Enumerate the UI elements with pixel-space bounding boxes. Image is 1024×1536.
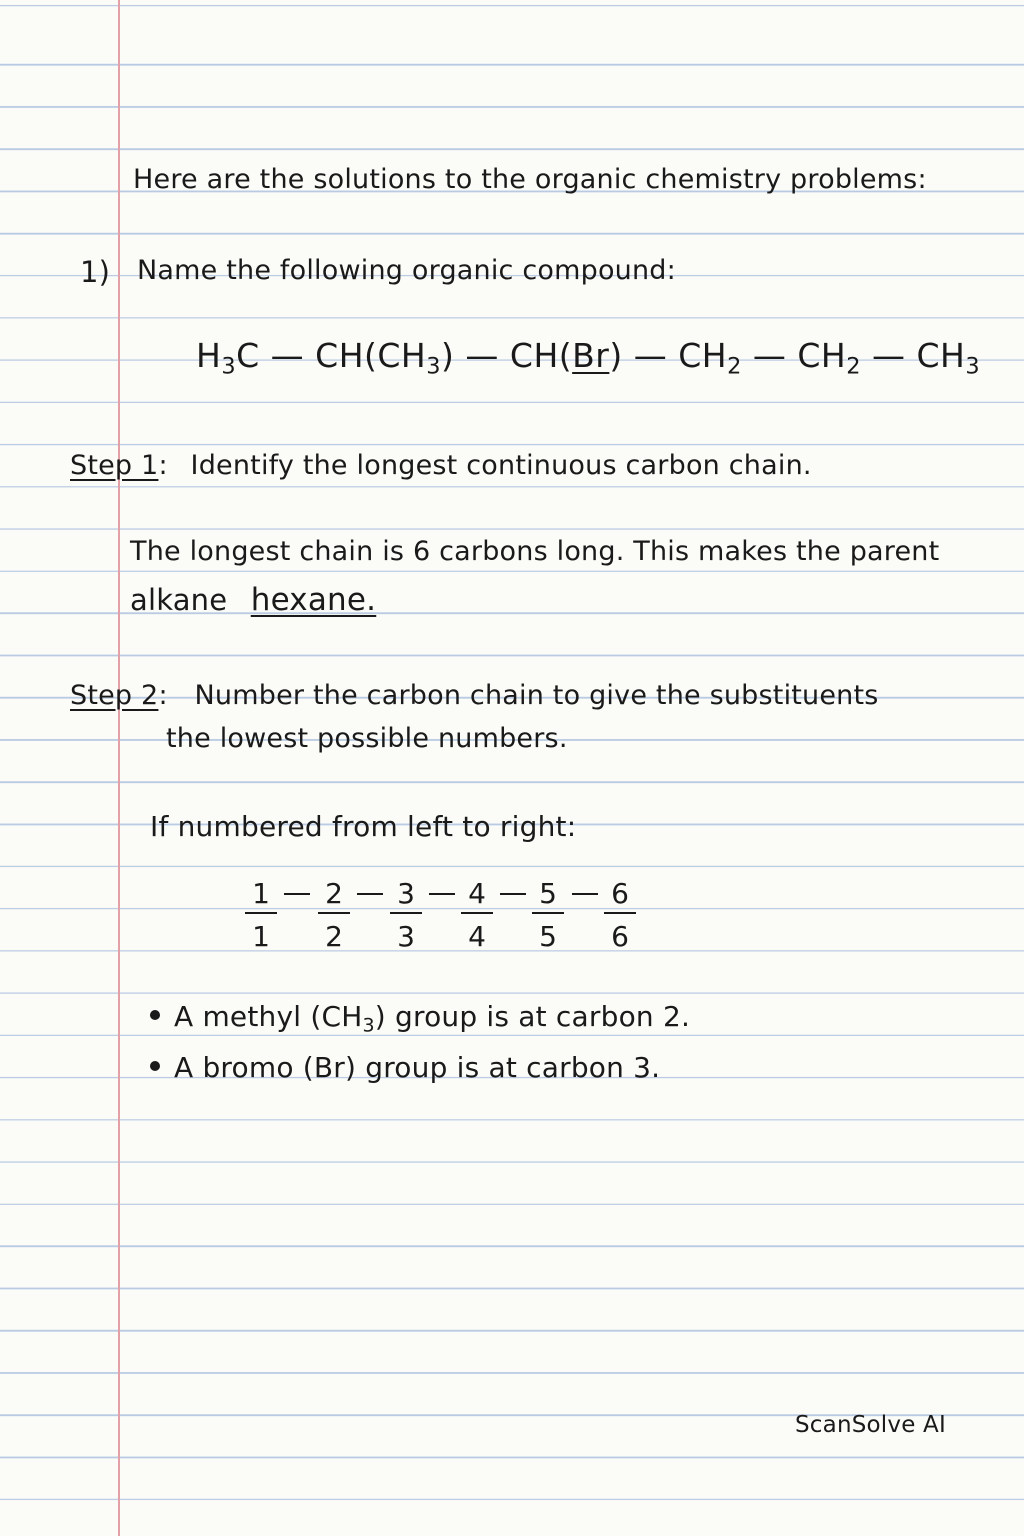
carbon-number-5: $\frac{5}{5}$ (532, 877, 564, 953)
step-2-text-line-1: Number the carbon chain to give the substituents (194, 680, 879, 711)
step-1-text: Identify the longest continuous carbon chain. (190, 450, 812, 481)
bullet-bromo: A bromo (Br) group is at carbon 3. (150, 1051, 660, 1084)
bond: — (270, 336, 305, 375)
margin-line (118, 0, 120, 1536)
formula-carbon-4: $CH_2$ (678, 336, 742, 380)
formula-carbon-1: $H_3C$ (196, 336, 260, 380)
carbon-number-3: $\frac{3}{3}$ (390, 877, 422, 953)
chain-bond (500, 893, 526, 895)
step-1-line-1: The longest chain is 6 carbons long. This makes the parent (130, 536, 940, 567)
carbon-number-6: $\frac{6}{6}$ (604, 877, 636, 953)
numbering-intro: If numbered from left to right: (150, 810, 577, 843)
step-2-label: Step 2 (70, 680, 159, 711)
chain-bond (429, 893, 455, 895)
step-1-colon: : (158, 450, 168, 481)
problem-number: 1) (80, 255, 111, 289)
formula-carbon-6: $CH_3$ (916, 336, 981, 380)
bullet-dot-icon (150, 1010, 160, 1020)
alkane-word: alkane (130, 583, 228, 617)
step-1-label: Step 1 (70, 450, 159, 481)
parent-alkane-name: hexane. (250, 582, 377, 618)
scansolve-watermark: ScanSolve AI (795, 1412, 946, 1438)
carbon-number-1: $\frac{1}{1}$ (245, 877, 277, 953)
condensed-formula (196, 336, 981, 380)
bond: — (872, 336, 906, 375)
bond: — (465, 336, 499, 375)
carbon-number-4: $\frac{4}{4}$ (461, 877, 493, 953)
bond: — (752, 336, 787, 375)
step-2-colon: : (158, 680, 168, 711)
intro-text: Here are the solutions to the organic chemistry problems: (133, 164, 927, 195)
bond: — (633, 336, 668, 375)
formula-carbon-5: $CH_2$ (797, 336, 862, 380)
bullet-dot-icon (150, 1061, 160, 1071)
step-1-line-2 (130, 582, 376, 618)
chain-bond (357, 893, 383, 895)
formula-carbon-2: $CH(CH_3)$ (315, 336, 455, 380)
carbon-number-2: $\frac{2}{2}$ (318, 877, 350, 953)
step-2-heading (70, 680, 879, 711)
step-1-heading (70, 450, 812, 481)
chain-bond (284, 893, 310, 895)
problem-prompt: Name the following organic compound: (137, 255, 676, 286)
step-2-text-line-2: the lowest possible numbers. (166, 723, 568, 754)
formula-carbon-3: CH(Br) (509, 336, 623, 375)
chain-bond (572, 893, 598, 895)
bullet-methyl: A methyl $(CH_3)$ group is at carbon 2. (150, 1000, 690, 1033)
